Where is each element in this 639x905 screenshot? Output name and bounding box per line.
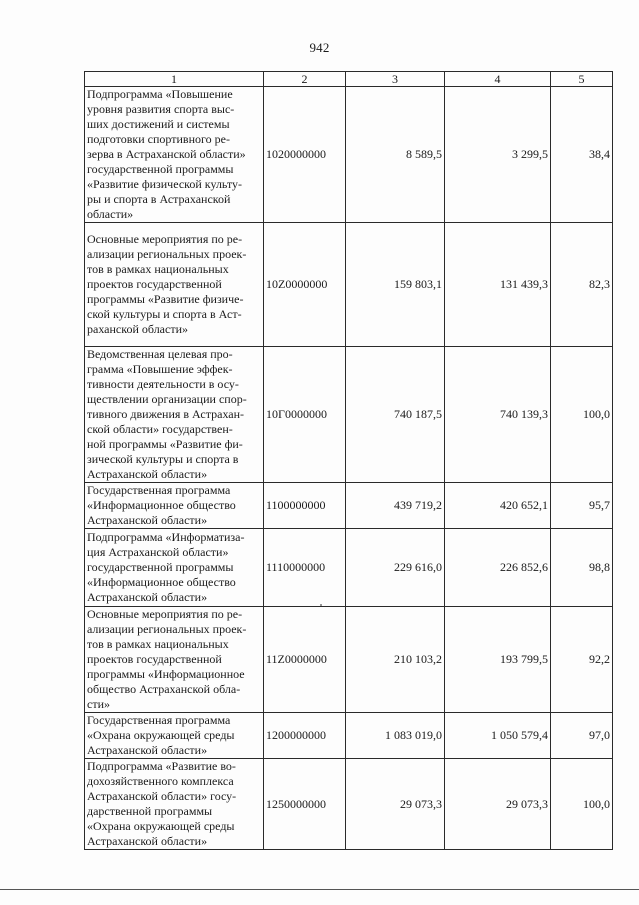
budget-table	[84, 71, 613, 850]
value-col5-cell: 98,8	[551, 529, 613, 607]
value-col3-cell: 740 187,5	[346, 347, 445, 483]
program-name-cell: Государственная программа «Охрана окружающей среды Астраханской области»	[85, 713, 264, 759]
program-name-cell: Подпрограмма «Развитие во- дохозяйственного комплекса Астраханской области» госу- дарственной программы «Охрана окружающей среды Астраханской области»	[85, 759, 264, 850]
program-code-cell: 10Г0000000	[264, 347, 346, 483]
page-number: 942	[309, 40, 330, 55]
column-header-2: 2	[264, 72, 346, 87]
value-col4-cell: 131 439,3	[445, 223, 551, 347]
table-row	[85, 607, 613, 713]
table-row	[85, 529, 613, 607]
value-col5-cell: 100,0	[551, 347, 613, 483]
value-col3-cell: 439 719,2	[346, 483, 445, 529]
column-header-4: 4	[445, 72, 551, 87]
table-row	[85, 713, 613, 759]
value-col3-cell: 229 616,0	[346, 529, 445, 607]
program-code-cell: 10Z0000000	[264, 223, 346, 347]
value-col5-cell: 38,4	[551, 87, 613, 223]
value-col3-cell: 8 589,5	[346, 87, 445, 223]
column-header-3: 3	[346, 72, 445, 87]
program-name-cell: Подпрограмма «Информатиза- ция Астраханской области» государственной программы «Информационное общество Астраханской области»	[85, 529, 264, 607]
table-row	[85, 87, 613, 223]
value-col4-cell: 740 139,3	[445, 347, 551, 483]
value-col5-cell: 92,2	[551, 607, 613, 713]
value-col4-cell: 420 652,1	[445, 483, 551, 529]
program-name-cell: Основные мероприятия по ре- ализации региональных проек- тов в рамках национальных проектов государственной программы «Развитие физиче- ской культуры и спорта в Аст- раханской области»	[85, 223, 264, 347]
value-col4-cell: 3 299,5	[445, 87, 551, 223]
table-row	[85, 759, 613, 850]
program-code-cell: 1250000000	[264, 759, 346, 850]
value-col3-cell: 210 103,2	[346, 607, 445, 713]
column-header-1: 1	[85, 72, 264, 87]
program-code-cell: 1200000000	[264, 713, 346, 759]
value-col4-cell: 193 799,5	[445, 607, 551, 713]
value-col3-cell: 29 073,3	[346, 759, 445, 850]
scan-speck	[320, 604, 322, 606]
program-name-cell: Основные мероприятия по ре- ализации региональных проек- тов в рамках национальных проектов государственной программы «Информационное общество Астраханской обла- сти»	[85, 607, 264, 713]
program-code-cell: 1100000000	[264, 483, 346, 529]
value-col5-cell: 95,7	[551, 483, 613, 529]
column-header-5: 5	[551, 72, 613, 87]
table-header-row	[85, 72, 613, 87]
page-bottom-rule	[0, 889, 639, 890]
value-col5-cell: 100,0	[551, 759, 613, 850]
program-code-cell: 1110000000	[264, 529, 346, 607]
program-name-cell: Подпрограмма «Повышение уровня развития спорта выс- ших достижений и системы подготовки спортивного ре- зерва в Астраханской области» государственной программы «Развитие физической культу- ры и спорта в Астраханской области»	[85, 87, 264, 223]
table-row	[85, 483, 613, 529]
value-col3-cell: 1 083 019,0	[346, 713, 445, 759]
table-row	[85, 223, 613, 347]
table-row	[85, 347, 613, 483]
value-col5-cell: 97,0	[551, 713, 613, 759]
program-name-cell: Государственная программа «Информационное общество Астраханской области»	[85, 483, 264, 529]
value-col4-cell: 226 852,6	[445, 529, 551, 607]
program-code-cell: 11Z0000000	[264, 607, 346, 713]
program-name-cell: Ведомственная целевая про- грамма «Повышение эффек- тивности деятельности в осу- ществлении организации спор- тивного движения в Астрахан- ской области» государствен- ной программы «Развитие фи- зической культуры и спорта в Астраханской области»	[85, 347, 264, 483]
value-col3-cell: 159 803,1	[346, 223, 445, 347]
value-col5-cell: 82,3	[551, 223, 613, 347]
value-col4-cell: 1 050 579,4	[445, 713, 551, 759]
program-code-cell: 1020000000	[264, 87, 346, 223]
value-col4-cell: 29 073,3	[445, 759, 551, 850]
